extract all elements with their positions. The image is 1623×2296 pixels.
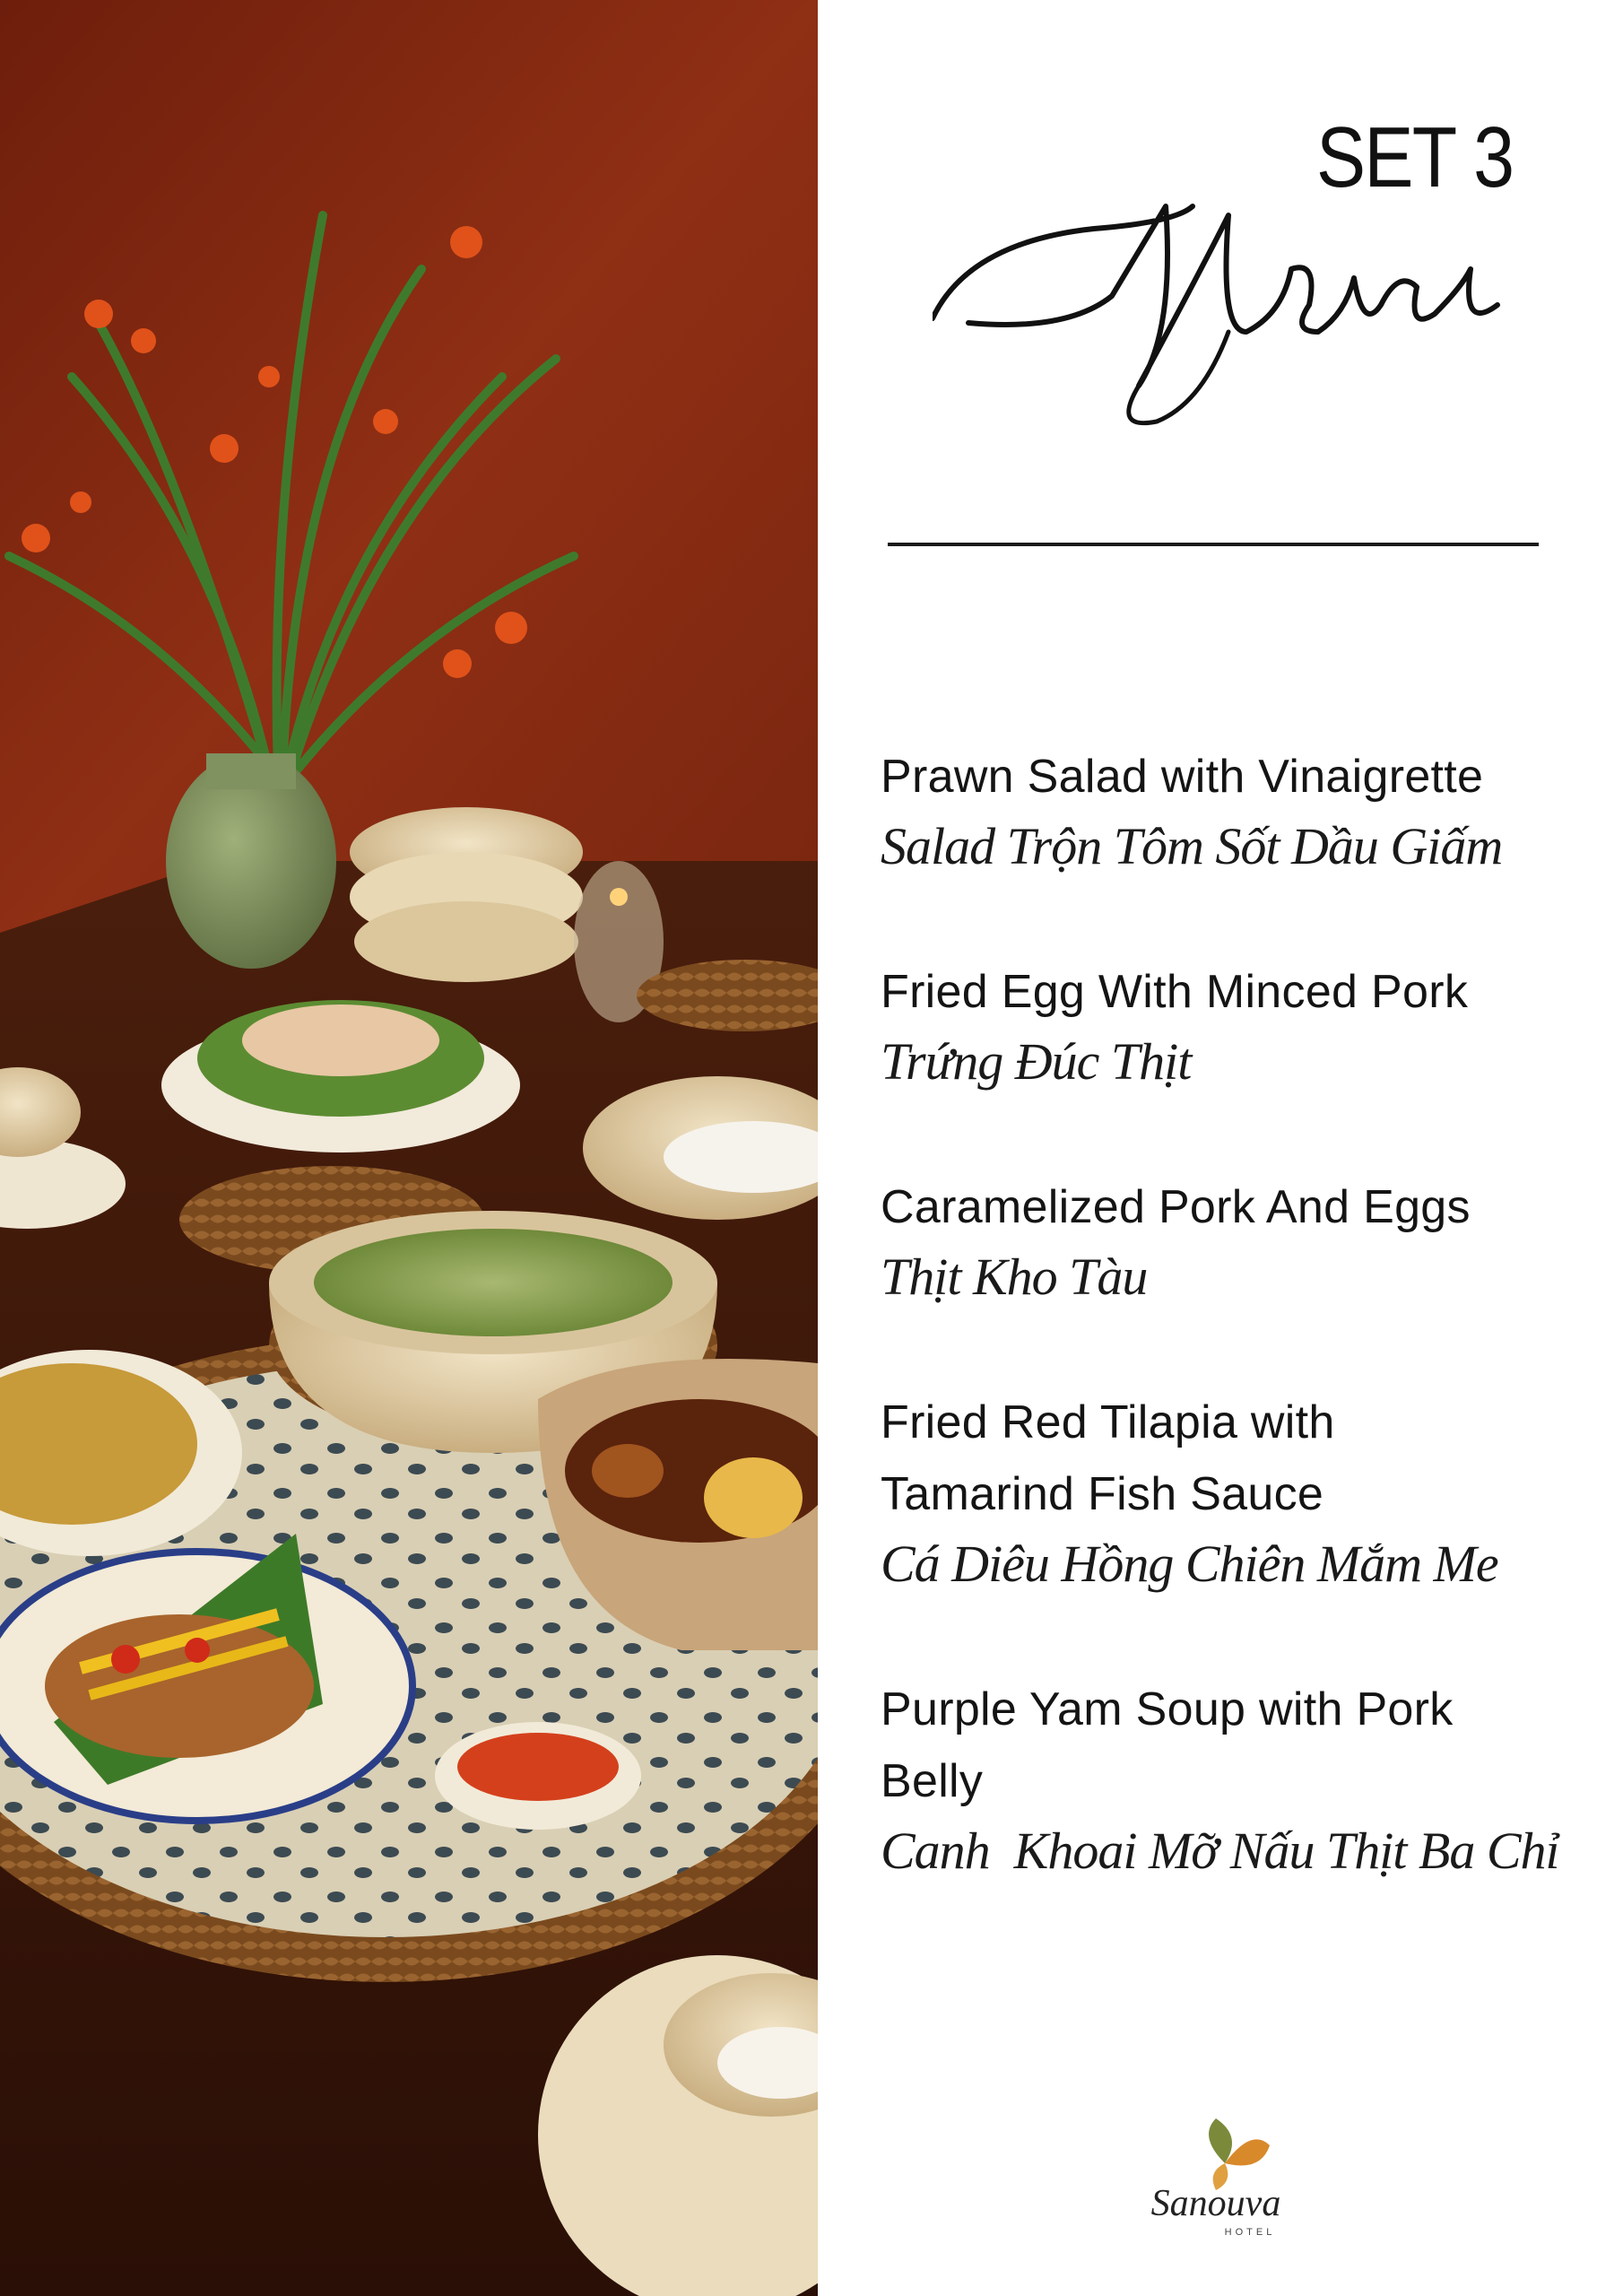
dish-english-name-line: Purple Yam Soup with Pork [881,1683,1454,1735]
hotel-logo [1126,2109,1306,2244]
dish-vietnamese-name: Salad Trộn Tôm Sốt Dầu Giấm [881,817,1503,875]
dish-item [881,956,1468,1096]
dish-item [881,1387,1498,1598]
dish-item [881,1171,1471,1311]
dish-item [881,741,1502,881]
dish-vietnamese-name: Trứng Đúc Thịt [881,1032,1192,1091]
dish-vietnamese-name: Cá Diêu Hồng Chiên Mắm Me [881,1535,1498,1593]
dish-english-name-line: Tamarind Fish Sauce [881,1468,1324,1520]
leaf-icon [1209,2118,1232,2163]
dish-english-name: Prawn Salad with Vinaigrette [881,751,1484,803]
dish-item [881,1674,1559,1885]
dish-english-name-line: Fried Red Tilapia with [881,1396,1335,1448]
dish-vietnamese-name: Thịt Kho Tàu [881,1248,1148,1306]
section-divider [888,543,1539,546]
brand-wordmark: Sanouva [1150,2183,1281,2224]
dish-english-name-line: Belly [881,1755,984,1807]
dish-vietnamese-name: Canh Khoai Mỡ Nấu Thịt Ba Chỉ [881,1822,1559,1880]
menu-script-title [933,152,1515,439]
brand-tagline: HOTEL [1224,2227,1276,2238]
dish-english-name: Caramelized Pork And Eggs [881,1181,1471,1233]
dish-english-name: Fried Egg With Minced Pork [881,966,1469,1018]
set-label: SET 3 [1316,109,1514,205]
